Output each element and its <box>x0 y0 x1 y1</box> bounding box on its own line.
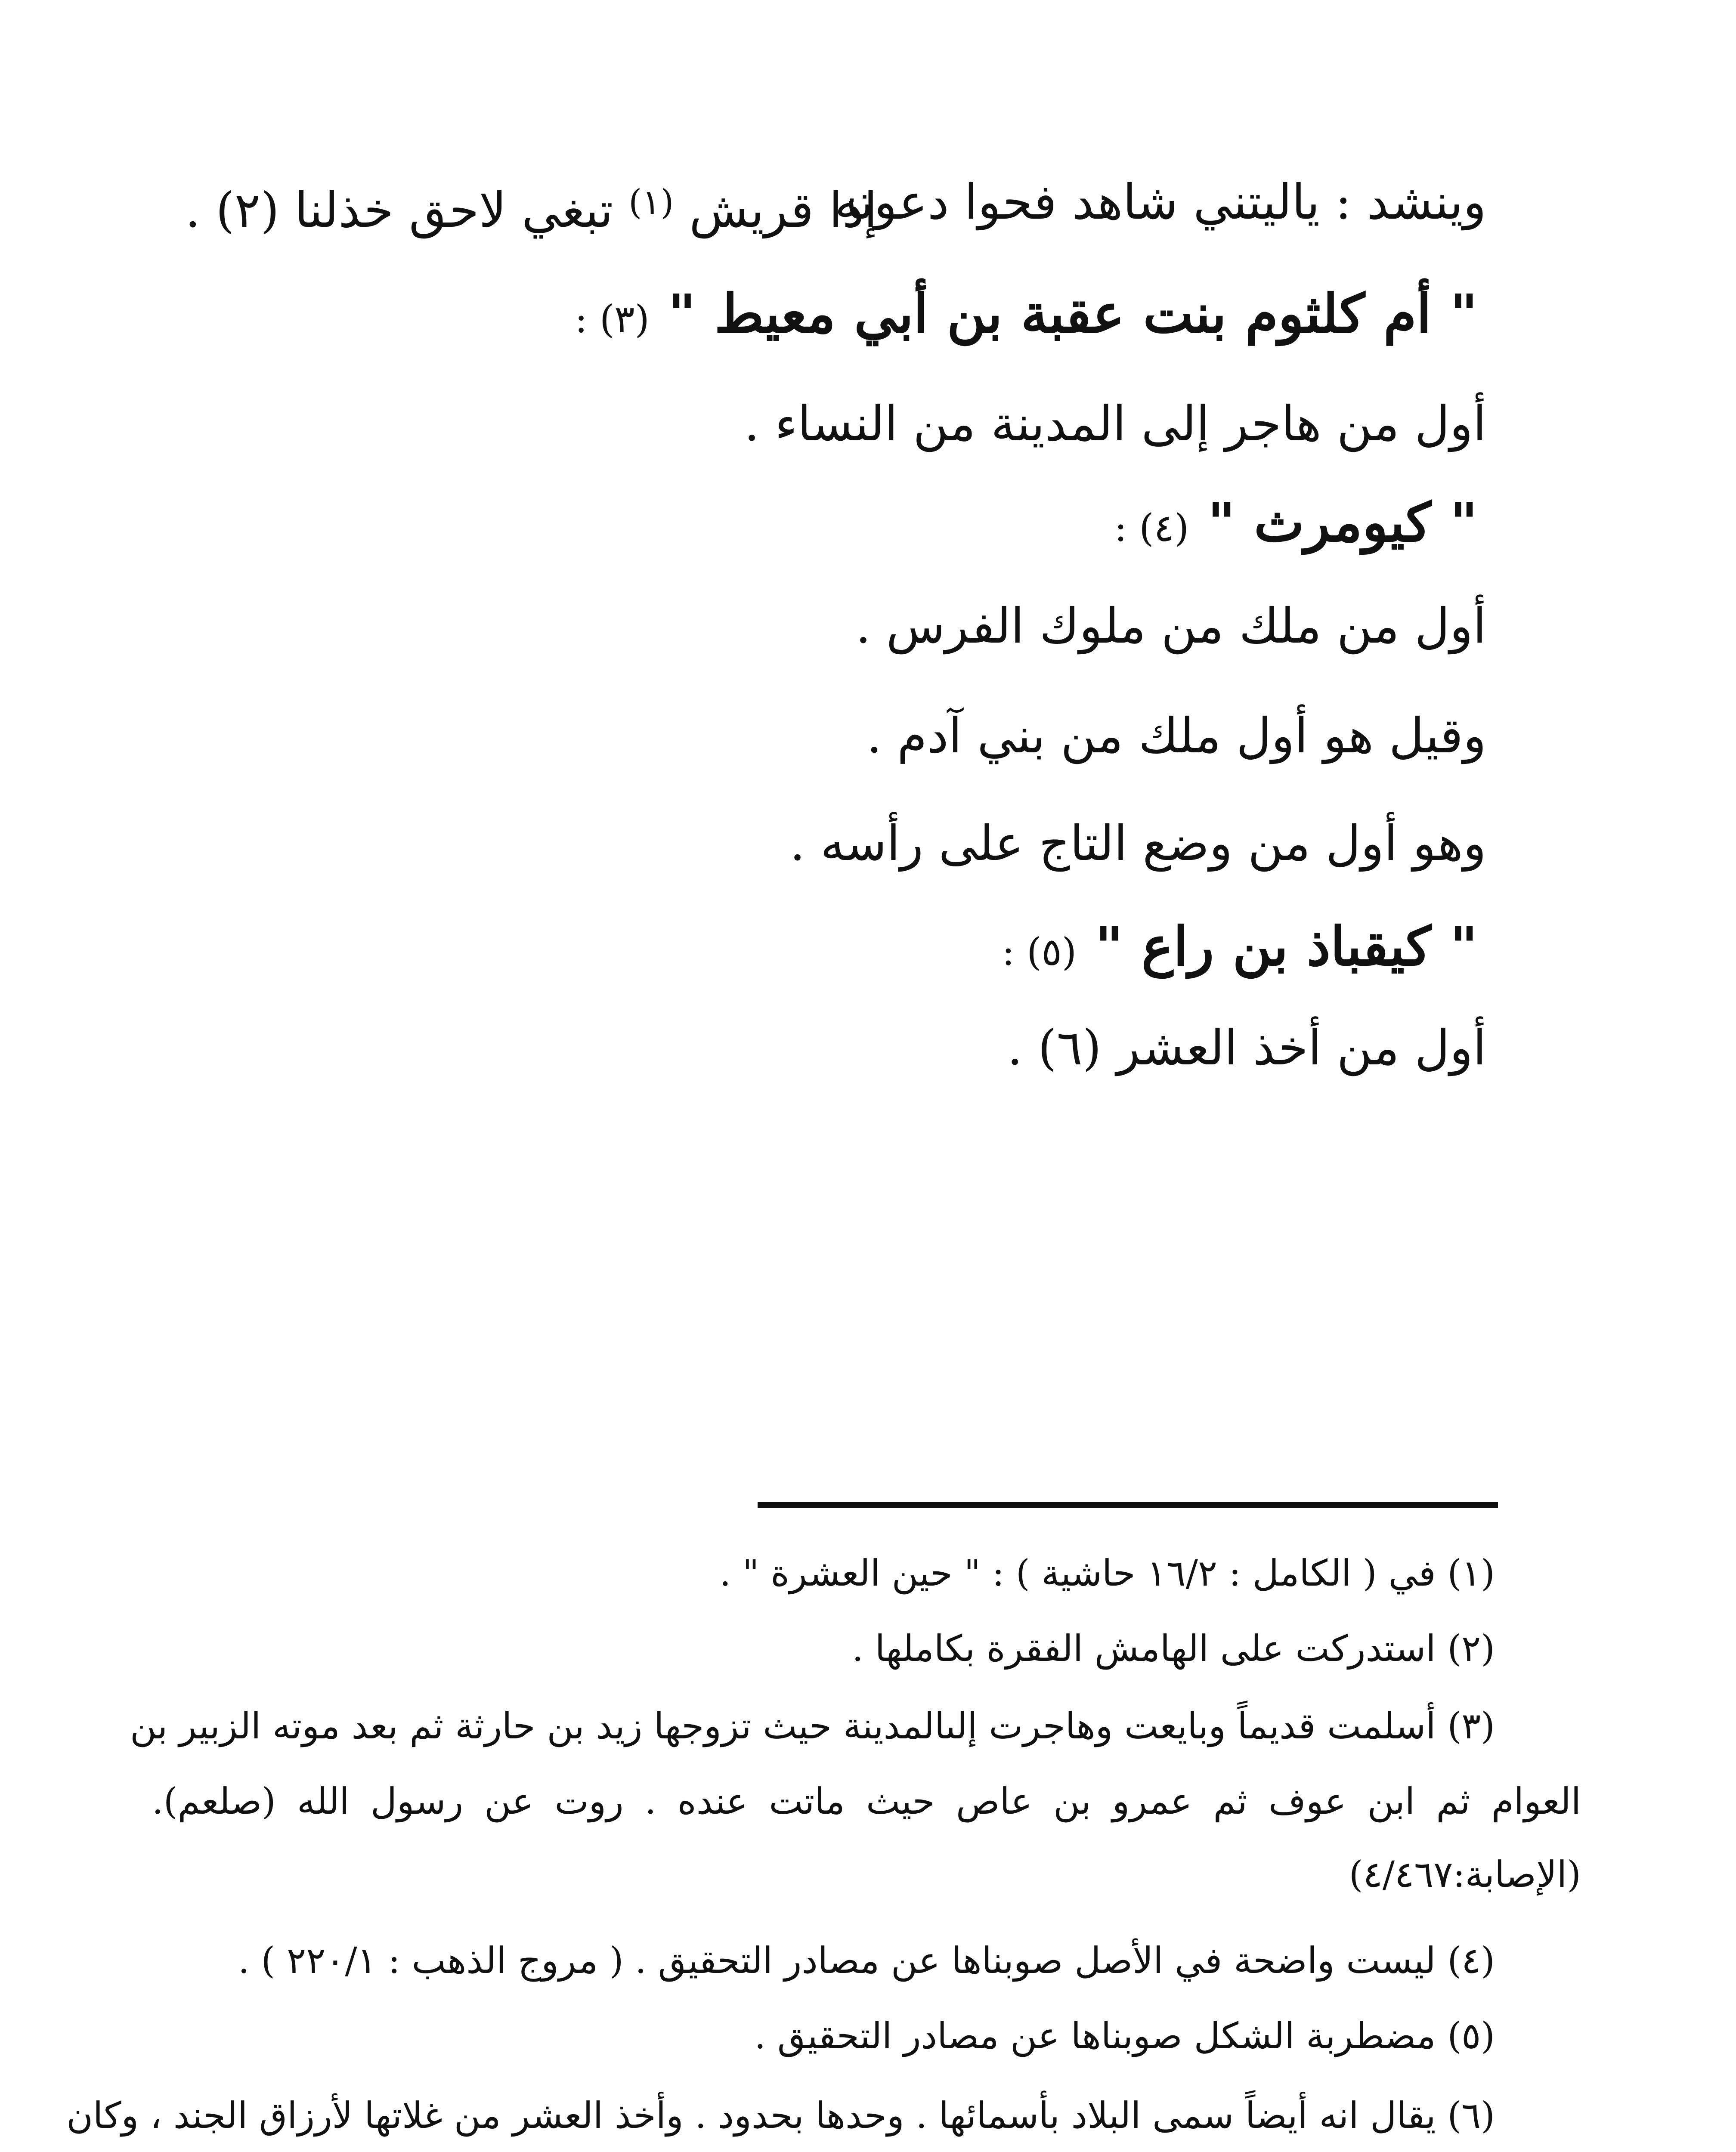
verse-first-hemistich: وينشد : ياليتني شاهد فحوا دعوته <box>834 174 1486 230</box>
footnote-ref-4: (٤) : <box>1114 506 1189 550</box>
kayqubad-line-1: أول من أخذ العشر (٦) . <box>1007 1020 1486 1076</box>
heading-kayumarth-title: " كيومرث " <box>1207 492 1478 554</box>
kayumarth-line-2: وقيل هو أول ملك من بني آدم . <box>866 708 1486 764</box>
footnote-5: (٥) مضطربة الشكل صوبناها عن مصادر التحقيق . <box>754 2015 1495 2057</box>
footnote-3-line-2: العوام ثم ابن عوف ثم عمرو بن عاص حيث ماتت عنده . روت عن رسول الله (صلعم). <box>152 1780 1581 1822</box>
heading-kayumarth <box>1114 491 1478 560</box>
heading-kayqubad <box>1002 915 1478 984</box>
footnote-6-line-1: (٦) يقال انه أيضاً سمى البلاد بأسمائها . وحدها بحدود . وأخذ العشر من غلاتها لأرزاق الجند ، وكان <box>66 2094 1495 2137</box>
heading-umm-kulthum-title: " أم كلثوم بنت عقبة بن أبي معيط " <box>668 283 1478 345</box>
verse-second-hemistich-part-a: إذا قريش <box>689 182 878 238</box>
footnote-1: (١) في ( الكامل : ١٦/٢ حاشية ) : " حين العشرة " . <box>719 1552 1495 1594</box>
heading-kayqubad-title: " كيقباذ بن راع " <box>1095 915 1478 978</box>
footnote-3-line-1: (٣) أسلمت قديماً وبايعت وهاجرت إلىالمدينة حيث تزوجها زيد بن حارثة ثم بعد موته الزبير بن <box>130 1705 1495 1747</box>
footnote-ref-5: (٥) : <box>1002 930 1077 974</box>
footnote-3-line-3: (الإصابة:٤/٤٦٧) <box>1349 1853 1581 1895</box>
verse-second-hemistich-part-b: تبغي لاحق خذلنا (٢) . <box>185 182 613 238</box>
kayumarth-line-3: وهو أول من وضع التاج على رأسه . <box>789 816 1486 872</box>
footnote-ref-3: (٣) : <box>575 297 650 341</box>
footnote-separator <box>758 1502 1498 1508</box>
heading-umm-kulthum <box>575 282 1478 352</box>
footnote-4: (٤) ليست واضحة في الأصل صوبناها عن مصادر التحقيق . ( مروج الذهب : ٢٢٠/١ ) . <box>238 1939 1495 1982</box>
footnote-2: (٢) استدركت على الهامش الفقرة بكاملها . <box>852 1627 1495 1670</box>
kayumarth-line-1: أول من ملك من ملوك الفرس . <box>855 598 1486 654</box>
umm-kulthum-line-1: أول من هاجر إلى المدينة من النساء . <box>744 396 1486 452</box>
footnote-ref-1: (١) <box>628 182 674 222</box>
verse-second-hemistich <box>185 172 877 241</box>
